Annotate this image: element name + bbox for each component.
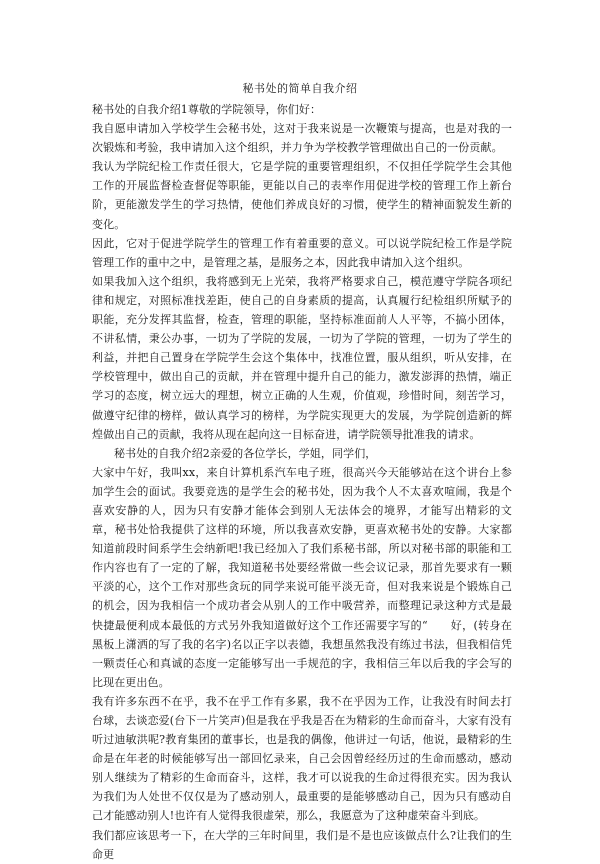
paragraph-intro-2-heading: 秘书处的自我介绍2亲爱的各位学长，学姐，同学们， <box>114 446 377 460</box>
paragraph: 我们都应该思考一下，在大学的三年时间里，我们是不是也应该做点什么?让我们的生命更 <box>92 828 512 861</box>
paragraph: 我认为学院纪检工作责任很大，它是学院的重要管理组织，不仅担任学院学生会其他工作的开展监督检查督促等职能，更能以自己的表率作用促进学校的管理工作上新台阶，更能激发学生的学习热情，使他们养成良好的习惯，使学生的精神面貌发生新的变化。 <box>92 160 512 231</box>
paragraph: 我有许多东西不在乎，我不在乎工作有多累，我不在乎因为工作，让我没有时间去打台球，去谈恋爱(台下一片笑声)但是我在乎我是否在为精彩的生命而奋斗，大家有没有听过迪敏洪呢?教育集团的董事长，也是我的偶像，他讲过一句话，他说，最精彩的生命是在年老的时候能够写出一部回忆录来，自己会因曾经经历过的生命而感动，感动别人继续为了精彩的生命而奋斗，这样，我才可以说我的生命过得很充实。因为我认为我们为人处世不仅仅是为了感动别人，最重要的是能够感动自己，因为只有感动自己才能感动别人!也许有人觉得我很虚荣，那么，我愿意为了这种虚荣奋斗到底。 <box>92 694 512 823</box>
document-body <box>92 100 512 864</box>
paragraph: 我自愿申请加入学校学生会秘书处，这对于我来说是一次鞭策与提高，也是对我的一次锻炼和考验，我申请加入这个组织，并力争为学校教学管理做出自己的一份贡献。 <box>92 122 512 155</box>
paragraph: 大家中午好，我叫xx，来自计算机系汽车电子班，很高兴今天能够站在这个讲台上参加学生会的面试。我要竞选的是学生会的秘书处，因为我个人不太喜欢喧闹，我是个喜欢安静的人，因为只有安静才能体会到别人无法体会的境界，才能写出精彩的文章，秘书处恰我提供了这样的环境，所以我喜欢安静，更喜欢秘书处的安静。大家都知道前段时间系学生会纳新吧!我已经加入了我们系秘书部，所以对秘书部的职能和工作内容也有了一定的了解，我知道秘书处要经常做一些会议记录，那首先要求有一颗平淡的心，这个工作对那些贪玩的同学来说可能平淡无奇，但对我来说是个锻炼自己的机会，因为我相信一个成功者会从别人的工作中吸营养，而整理记录这种方式是最快捷最便利成本最低的方式另外我知道做好这个工作还需要字写的“ 好，(转身在黑板上潇洒的写了我的名字)名以正字以表德，我想虽然我没有练过书法，但我相信凭一颗责任心和真诚的态度一定能够写出一手规范的字，我相信三年以后我的字会写的比现在更出色。 <box>92 465 512 689</box>
paragraph: 如果我加入这个组织，我将感到无上光荣，我将严格要求自己，模范遵守学院各项纪律和规定，对照标准找差距，使自己的自身素质的提高，认真履行纪检组织所赋予的职能，充分发挥其监督，检查，管理的职能，坚持标准面前人人平等，不搞小团体，不讲私情，秉公办事，一切为了学院的发展，一切为了学院的管理，一切为了学生的利益，并把自己置身在学院学生会这个集体中，找准位置，服从组织，听从安排，在学校管理中，做出自己的贡献，并在管理中提升自己的能力，激发澎湃的热情，端正学习的态度，树立远大的理想，树立正确的人生观，价值观，珍惜时间，刻苦学习，做遵守纪律的榜样，做认真学习的榜样，为学院实现更大的发展，为学院创造新的辉煌做出自己的贡献，我将从现在起向这一目标奋进，请学院领导批准我的请求。 <box>92 274 512 441</box>
paragraph: 因此，它对于促进学院学生的管理工作有着重要的意义。可以说学院纪检工作是学院管理工作的重中之中，是管理之基，是服务之本，因此我申请加入这个组织。 <box>92 236 512 269</box>
paragraph-intro-1-heading: 秘书处的自我介绍1尊敬的学院领导，你们好： <box>92 103 322 116</box>
document-title: 秘书处的简单自我介绍 <box>242 82 358 95</box>
